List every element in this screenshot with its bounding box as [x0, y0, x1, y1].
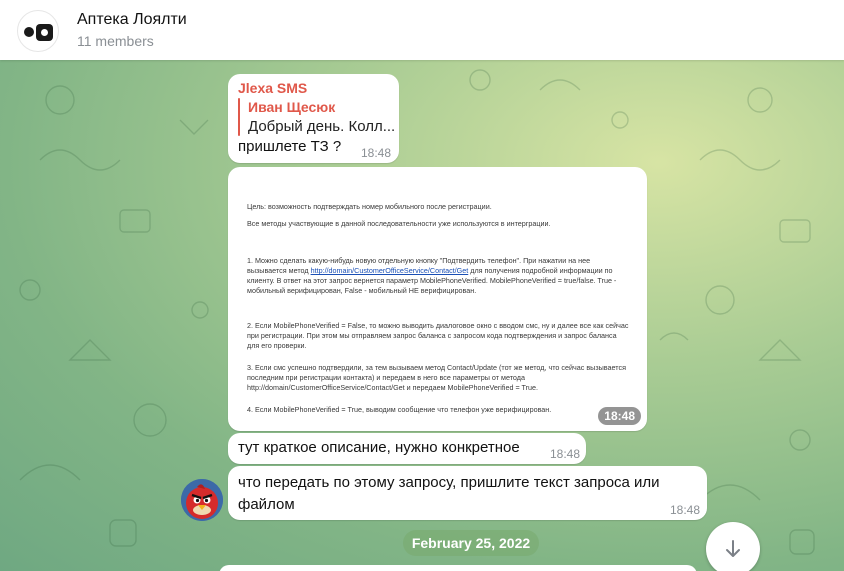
message-text: пришлете ТЗ ? [238, 138, 342, 155]
logo-square-icon [36, 24, 53, 41]
doc-link[interactable]: http://domain/CustomerOfficeService/Contact/Get [310, 266, 469, 275]
doc-paragraph-step4: 4. Если MobilePhoneVerified = True, выводим сообщение что телефон уже верифицирован. [247, 405, 552, 414]
message-bubble-text[interactable] [228, 466, 707, 520]
message-bubble-image[interactable] [228, 167, 647, 431]
doc-paragraph-goal: Цель: возможность подтверждать номер мобильного после регистрации. [247, 202, 492, 211]
reply-preview[interactable]: Добрый день. Колл... [248, 118, 396, 135]
message-text-line1: что передать по этому запросу, пришлите текст запроса или [238, 474, 660, 491]
message-bubble-reply[interactable] [228, 74, 399, 163]
doc-paragraph-step3: 3. Если смс успешно подтвердили, за тем вызываем метод Contact/Update (тот же метод, что сейчас вызывается последним при регистрации контакта) и передаем в него все параметры от метода http://domain/CustomerOfficeService/Contact/Get и передаем MobilePhoneVerified = True. [247, 363, 626, 392]
reply-quote-bar [238, 98, 240, 136]
message-text: тут краткое описание, нужно конкретное [238, 439, 520, 456]
logo-dot-icon [24, 27, 34, 37]
message-time: 18:48 [361, 146, 392, 160]
doc-step1-text-a: 1. Можно сделать какую-нибудь новую отдельную кнопку "Подтвердить телефон". При нажатии на нее вызывается метод [247, 256, 591, 275]
angry-bird-icon [181, 479, 223, 521]
document-screenshot[interactable] [235, 174, 640, 428]
reply-author[interactable]: Иван Щесюк [248, 99, 336, 115]
date-divider: February 25, 2022 [403, 530, 539, 556]
partial-message-bubble[interactable] [219, 565, 697, 571]
angry-bird-avatar[interactable] [181, 479, 223, 521]
image-time-badge: 18:48 [598, 407, 641, 425]
doc-paragraph-methods: Все методы участвующие в данной последовательности уже используются в интерграции. [247, 219, 551, 228]
doc-paragraph-step2: 2. Если MobilePhoneVerified = False, то можно выводить диалоговое окно с вводом смс, ну и далее все как сейчас при регистрации. При этом мы отправляем запрос баланса с запросом кода подтверждения и запрос баланса для его проверки. [247, 321, 629, 350]
message-bubble-text[interactable] [228, 433, 586, 464]
chat-title[interactable]: Аптека Лоялти [77, 11, 187, 28]
doc-paragraph-step1 [247, 256, 630, 296]
message-time: 18:48 [670, 503, 701, 517]
arrow-down-icon [706, 522, 760, 571]
doc-step1-text-b: для получения подробной информации по клиенту. В ответ на этот запрос вернется параметр MobilePhoneVerified. MobilePhoneVerified = true/false. True - мобильный верифицирован, False - мобильный НЕ верифицирован. [247, 266, 617, 295]
scroll-to-bottom-button[interactable] [706, 522, 760, 571]
chat-header[interactable] [0, 0, 844, 60]
message-time: 18:48 [550, 447, 581, 461]
members-count[interactable]: 11 members [77, 33, 154, 49]
message-text-line2: файлом [238, 496, 295, 513]
group-avatar[interactable] [17, 10, 59, 52]
sender-name[interactable]: Jlexa SMS [238, 80, 308, 96]
